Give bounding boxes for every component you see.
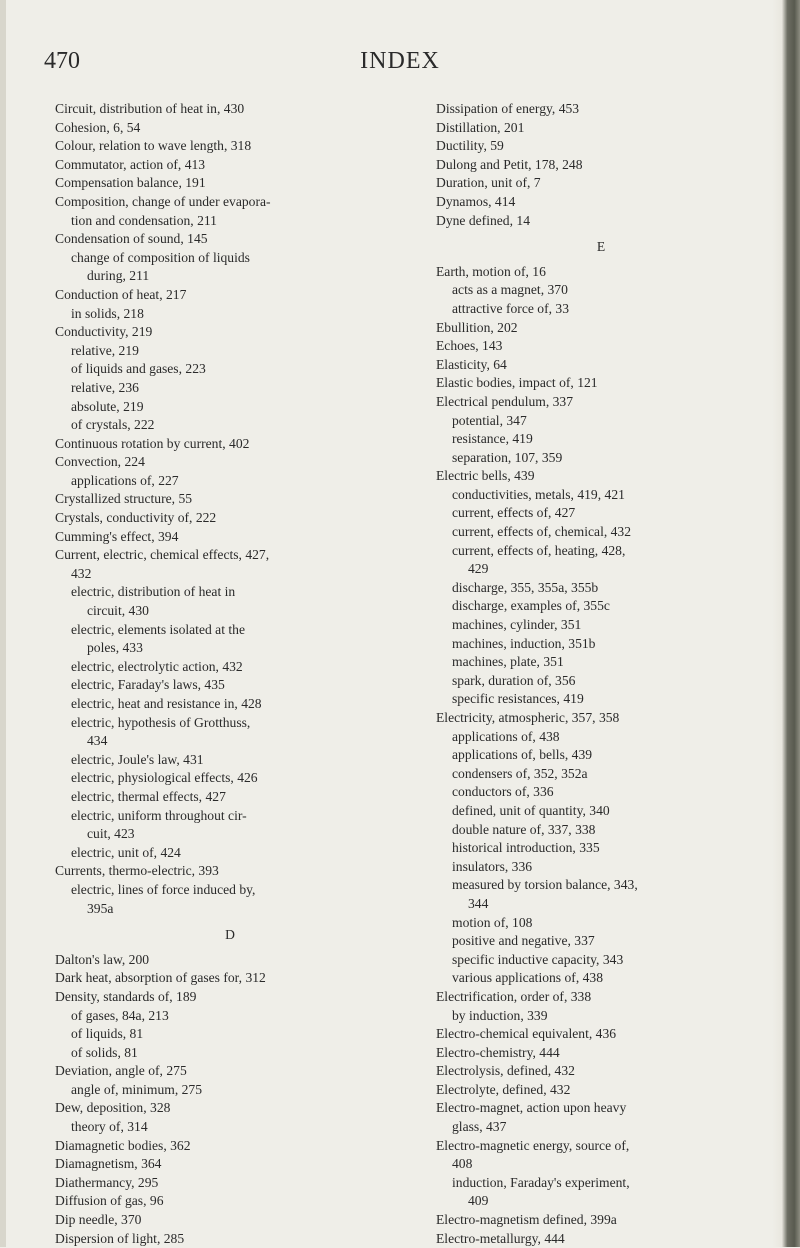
index-entry: Condensation of sound, 145 <box>55 231 208 247</box>
index-subentry: electric, lines of force induced by, <box>71 881 256 897</box>
index-subentry: electric, Joule's law, 431 <box>71 751 204 767</box>
index-entry: Dark heat, absorption of gases for, 312 <box>55 970 266 986</box>
index-subentry: acts as a magnet, 370 <box>452 282 568 298</box>
index-subentry: separation, 107, 359 <box>452 449 563 465</box>
index-subentry: angle of, minimum, 275 <box>71 1081 203 1097</box>
index-entry: Electrification, order of, 338 <box>436 988 592 1004</box>
index-subentry: 429 <box>468 561 489 577</box>
index-subentry: conductors of, 336 <box>452 784 554 800</box>
index-subentry: discharge, examples of, 355c <box>452 598 610 614</box>
index-entry: Conduction of heat, 217 <box>55 286 187 302</box>
index-entry: Echoes, 143 <box>436 338 503 354</box>
index-entry: Earth, motion of, 16 <box>436 263 546 279</box>
index-subentry: induction, Faraday's experiment, <box>452 1174 630 1190</box>
index-entry: Cohesion, 6, 54 <box>55 119 141 135</box>
index-subentry: applications of, 438 <box>452 728 560 744</box>
index-entry: Duration, unit of, 7 <box>436 175 541 191</box>
index-entry: Electrolyte, defined, 432 <box>436 1081 571 1097</box>
index-subentry: applications of, bells, 439 <box>452 747 593 763</box>
index-subentry: machines, plate, 351 <box>452 654 564 670</box>
index-subentry: circuit, 430 <box>87 603 149 619</box>
index-entry: Dalton's law, 200 <box>55 951 150 967</box>
index-subentry: 432 <box>71 565 92 581</box>
index-subentry: relative, 219 <box>71 342 139 358</box>
index-entry: Convection, 224 <box>55 454 145 470</box>
index-entry: Electrical pendulum, 337 <box>436 393 574 409</box>
index-subentry: 409 <box>468 1193 489 1209</box>
index-subentry: electric, elements isolated at the <box>71 621 245 637</box>
index-subentry: electric, unit of, 424 <box>71 844 181 860</box>
index-subentry: electric, distribution of heat in <box>71 584 236 600</box>
index-subentry: relative, 236 <box>71 379 139 395</box>
index-subentry: positive and negative, 337 <box>452 933 595 949</box>
index-subentry: electric, electrolytic action, 432 <box>71 658 243 674</box>
book-binding-edge <box>772 0 800 1247</box>
index-entry: Electric bells, 439 <box>436 468 535 484</box>
index-subentry: cuit, 423 <box>87 826 135 842</box>
index-column-right <box>436 100 766 1248</box>
index-entry: Elasticity, 64 <box>436 356 507 372</box>
index-subentry: current, effects of, heating, 428, <box>452 542 626 558</box>
index-subentry: motion of, 108 <box>452 914 533 930</box>
index-subentry: machines, cylinder, 351 <box>452 617 582 633</box>
index-entry: Composition, change of under evapora- <box>55 193 271 209</box>
index-subentry: current, effects of, 427 <box>452 505 576 521</box>
index-subentry: applications of, 227 <box>71 472 179 488</box>
index-entry: Diamagnetism, 364 <box>55 1156 162 1172</box>
index-subentry: measured by torsion balance, 343, <box>452 877 638 893</box>
index-subentry: of crystals, 222 <box>71 417 155 433</box>
index-entry: Crystallized structure, 55 <box>55 491 193 507</box>
index-entry: Diffusion of gas, 96 <box>55 1193 164 1209</box>
index-entry: Colour, relation to wave length, 318 <box>55 138 252 154</box>
index-entry: Dyne defined, 14 <box>436 212 530 228</box>
index-entry: Compensation balance, 191 <box>55 175 206 191</box>
index-entry: Dissipation of energy, 453 <box>436 101 580 116</box>
index-subentry: various applications of, 438 <box>452 970 604 986</box>
index-entry: Diathermancy, 295 <box>55 1174 159 1190</box>
page-number: 470 <box>44 48 80 74</box>
index-subentry: electric, uniform throughout cir- <box>71 807 247 823</box>
index-entry: Cumming's effect, 394 <box>55 528 179 544</box>
index-subentry: of solids, 81 <box>71 1044 138 1060</box>
index-subentry: potential, 347 <box>452 412 527 428</box>
index-subentry: specific inductive capacity, 343 <box>452 951 624 967</box>
index-subentry: theory of, 314 <box>71 1119 148 1135</box>
section-letter: D <box>225 927 235 943</box>
index-entry: Commutator, action of, 413 <box>55 156 206 172</box>
index-subentry: spark, duration of, 356 <box>452 672 576 688</box>
index-entry: Continuous rotation by current, 402 <box>55 435 250 451</box>
index-subentry: of liquids and gases, 223 <box>71 361 206 377</box>
index-subentry: electric, hypothesis of Grotthuss, <box>71 714 251 730</box>
index-subentry: machines, induction, 351b <box>452 635 596 651</box>
index-subentry: discharge, 355, 355a, 355b <box>452 579 599 595</box>
index-entry: Electro-chemical equivalent, 436 <box>436 1026 617 1042</box>
page-title: INDEX <box>360 48 440 74</box>
index-entry: Conductivity, 219 <box>55 324 153 340</box>
section-letter: E <box>596 239 606 255</box>
index-entry: Crystals, conductivity of, 222 <box>55 510 217 526</box>
index-subentry: defined, unit of quantity, 340 <box>452 802 610 818</box>
index-entry: Ebullition, 202 <box>436 319 518 335</box>
index-subentry: absolute, 219 <box>71 398 144 414</box>
index-subentry: by induction, 339 <box>452 1007 548 1023</box>
index-subentry: during, 211 <box>87 268 150 284</box>
index-entry: Diamagnetic bodies, 362 <box>55 1137 191 1153</box>
index-subentry: 408 <box>452 1156 473 1172</box>
index-subentry: condensers of, 352, 352a <box>452 765 588 781</box>
index-subentry: electric, Faraday's laws, 435 <box>71 677 225 693</box>
index-subentry: poles, 433 <box>87 640 143 656</box>
index-subentry: electric, thermal effects, 427 <box>71 788 226 804</box>
index-subentry: conductivities, metals, 419, 421 <box>452 486 625 502</box>
index-entry: Electricity, atmospheric, 357, 358 <box>436 710 620 725</box>
index-entry: Currents, thermo-electric, 393 <box>55 863 219 879</box>
index-subentry: 395a <box>87 900 114 916</box>
index-subentry: 344 <box>468 895 489 911</box>
index-entry: Dispersion of light, 285 <box>55 1230 185 1246</box>
index-subentry: 434 <box>87 733 108 749</box>
index-entry: Deviation, angle of, 275 <box>55 1063 187 1079</box>
index-entry: Electro-magnetism defined, 399a <box>436 1212 617 1228</box>
index-subentry: tion and condensation, 211 <box>71 212 217 228</box>
index-entry: Electro-magnetic energy, source of, <box>436 1137 630 1153</box>
index-entry: Distillation, 201 <box>436 119 525 135</box>
index-entry: Dulong and Petit, 178, 248 <box>436 156 583 172</box>
index-entry: Density, standards of, 189 <box>55 988 197 1004</box>
index-subentry: specific resistances, 419 <box>452 691 584 707</box>
index-subentry: electric, physiological effects, 426 <box>71 770 258 786</box>
index-entry: Electro-magnet, action upon heavy <box>436 1100 627 1116</box>
index-subentry: electric, heat and resistance in, 428 <box>71 696 262 711</box>
index-entry: Electro-metallurgy, 444 <box>436 1230 565 1246</box>
index-subentry: insulators, 336 <box>452 858 533 874</box>
index-subentry: of gases, 84a, 213 <box>71 1007 169 1023</box>
index-subentry: change of composition of liquids <box>71 249 250 265</box>
index-entry: Electrolysis, defined, 432 <box>436 1063 575 1079</box>
index-entry: Current, electric, chemical effects, 427, <box>55 547 270 563</box>
index-subentry: glass, 437 <box>452 1119 507 1135</box>
index-subentry: resistance, 419 <box>452 431 533 447</box>
page-left-edge <box>0 0 6 1247</box>
index-entry: Elastic bodies, impact of, 121 <box>436 375 598 391</box>
index-subentry: in solids, 218 <box>71 305 144 321</box>
index-subentry: attractive force of, 33 <box>452 300 569 316</box>
index-entry: Dynamos, 414 <box>436 193 516 209</box>
index-entry: Electro-chemistry, 444 <box>436 1044 560 1060</box>
index-subentry: historical introduction, 335 <box>452 840 600 856</box>
index-subentry: current, effects of, chemical, 432 <box>452 524 632 540</box>
index-entry: Dew, deposition, 328 <box>55 1100 171 1116</box>
index-column-left <box>55 100 405 1248</box>
index-subentry: double nature of, 337, 338 <box>452 821 596 837</box>
index-entry: Circuit, distribution of heat in, 430 <box>55 101 245 116</box>
index-entry: Dip needle, 370 <box>55 1212 142 1228</box>
index-subentry: of liquids, 81 <box>71 1026 144 1042</box>
index-entry: Ductility, 59 <box>436 138 504 154</box>
